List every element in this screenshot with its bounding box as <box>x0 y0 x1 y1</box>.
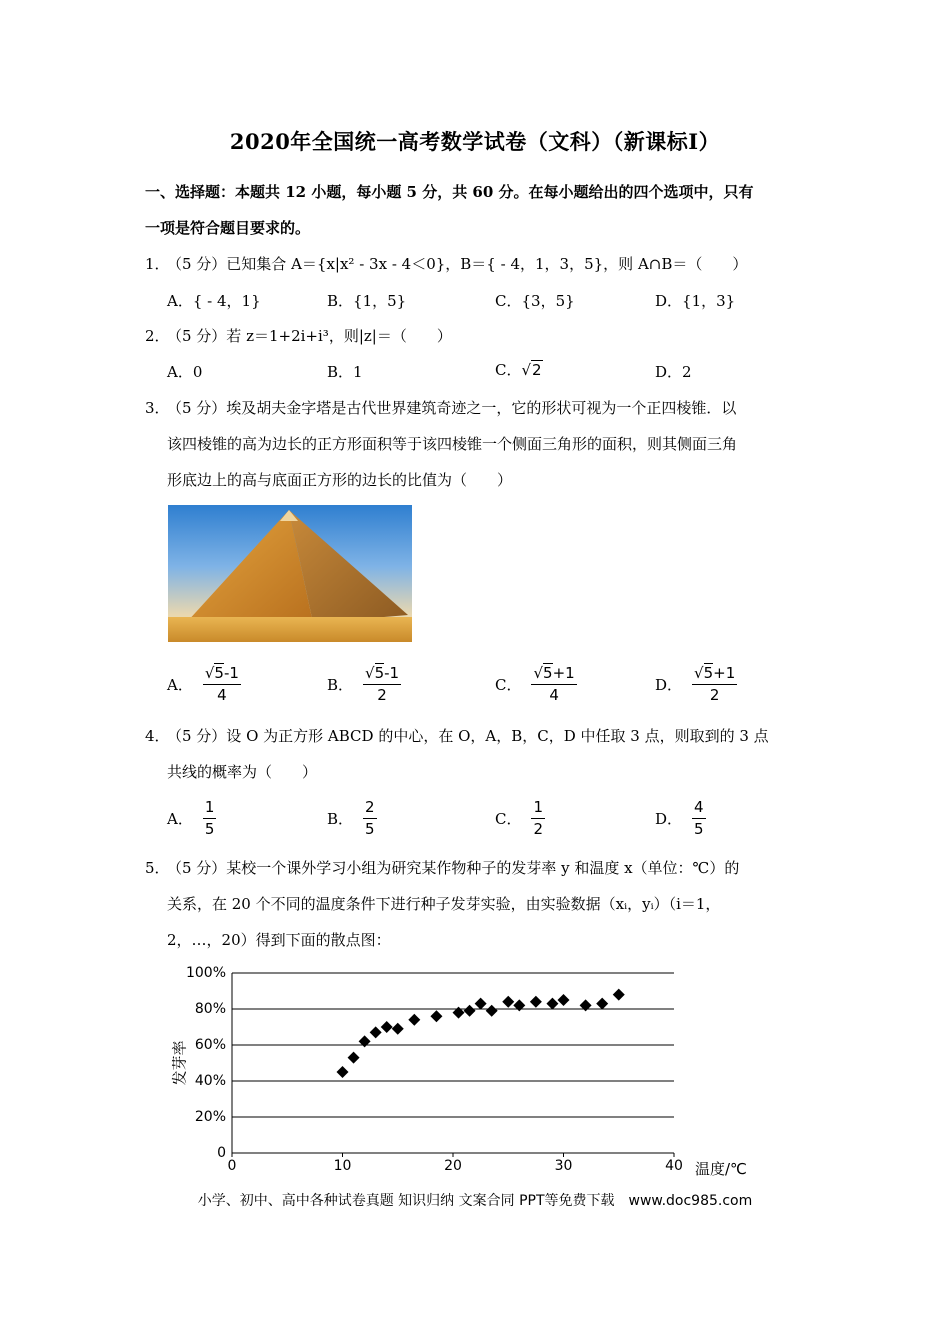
q4-option-d-denominator: 5 <box>694 820 704 838</box>
q2-option-c-sqrt: √2 <box>521 361 542 379</box>
q3-option-c-denominator: 4 <box>549 686 559 704</box>
scatter-point <box>580 999 592 1011</box>
scatter-point <box>337 1066 349 1078</box>
q4-option-a-denominator: 5 <box>204 820 215 838</box>
chart-y-axis-label: 发芽率 <box>170 1040 189 1086</box>
q3-option-a-denominator: 4 <box>217 686 227 704</box>
chart-x-ticks <box>228 1153 683 1174</box>
y-tick-label: 100% <box>185 965 226 981</box>
q2-option-c-label: C． <box>495 361 522 379</box>
question-3-line2: 该四棱锥的高为边长的正方形面积等于该四棱锥一个侧面三角形的面积，则其侧面三角 <box>167 435 738 453</box>
scatter-point <box>392 1023 404 1035</box>
question-2-text: （5 分）若 z＝1+2i+i³，则|z|＝（ ） <box>167 327 452 345</box>
scatter-point <box>596 998 608 1010</box>
q4-option-b <box>327 798 377 839</box>
q3-option-b-radicand: 5 <box>374 664 385 682</box>
q3-option-a-label: A． <box>167 675 193 694</box>
q4-option-a-label: A． <box>167 809 193 828</box>
scatter-point <box>408 1014 420 1026</box>
q1-option-a: A．{ - 4，1} <box>167 292 261 310</box>
q2-option-d: D．2 <box>655 363 692 381</box>
y-tick-label: 40% <box>194 1073 226 1089</box>
q4-option-d-numerator: 4 <box>692 798 706 819</box>
q4-option-b-label: B． <box>327 809 354 828</box>
scatter-point <box>486 1005 498 1017</box>
q4-option-c-fraction <box>531 798 545 839</box>
q4-option-a <box>167 798 216 839</box>
chart-y-ticks <box>186 965 226 1161</box>
scatter-point <box>502 996 514 1008</box>
scatter-point <box>430 1010 442 1022</box>
q4-option-a-numerator: 1 <box>203 798 217 819</box>
q1-option-c: C．{3，5} <box>495 292 575 310</box>
y-tick-label: 0 <box>217 1145 226 1161</box>
scatter-point <box>513 999 525 1011</box>
q4-option-b-numerator: 2 <box>363 798 377 819</box>
pyramid-photo <box>168 505 412 642</box>
footer-note: 小学、初中、高中各种试卷真题 知识归纳 文案合同 PPT等免费下载 www.doc985.com <box>197 1193 753 1209</box>
q4-option-c-numerator: 1 <box>531 798 545 819</box>
q3-option-a-tail: -1 <box>223 664 239 682</box>
q3-option-c-fraction <box>531 664 576 705</box>
question-1-text: （5 分）已知集合 A＝{x|x² - 3x - 4＜0}，B＝{ - 4，1，3，5}，则 A∩B＝（ ） <box>167 255 748 273</box>
scatter-point <box>453 1007 465 1019</box>
question-4-line1: （5 分）设 O 为正方形 ABCD 的中心，在 O，A，B，C，D 中任取 3 点，则取到的 3 点 <box>167 727 769 745</box>
exam-title: 2020年全国统一高考数学试卷（文科）（新课标Ⅰ） <box>229 129 721 154</box>
question-4-text <box>167 718 810 790</box>
q2-option-a: A．0 <box>167 363 203 381</box>
q3-option-d-denominator: 2 <box>709 686 720 704</box>
scatter-point <box>370 1026 382 1038</box>
scatter-point <box>381 1021 393 1033</box>
scatter-point <box>546 998 558 1010</box>
q1-option-d: D．{1，3} <box>655 292 736 310</box>
question-2-number: 2． <box>145 327 170 345</box>
y-tick-label: 80% <box>194 1001 226 1017</box>
q3-option-a <box>167 664 241 705</box>
q4-option-c-denominator: 2 <box>533 820 544 838</box>
q2-option-c-radicand: 2 <box>532 361 542 379</box>
question-3-line1: （5 分）埃及胡夫金字塔是古代世界建筑奇迹之一，它的形状可视为一个正四棱锥．以 <box>167 399 737 417</box>
x-tick-label: 40 <box>665 1158 683 1174</box>
q4-option-c <box>495 798 545 839</box>
question-5-line2: 关系，在 20 个不同的温度条件下进行种子发芽实验，由实验数据（xᵢ，yᵢ）（i＝1， <box>167 895 721 913</box>
x-tick-label: 30 <box>554 1158 573 1174</box>
q4-option-d-label: D． <box>655 809 683 828</box>
chart-grid <box>232 973 674 1117</box>
q3-option-c-tail: +1 <box>552 664 575 682</box>
section-heading-line1: 一、选择题：本题共 12 小题，每小题 5 分，共 60 分。在每小题给出的四个选项中，只有 <box>145 183 754 201</box>
q3-option-a-numerator: √5-1 <box>203 664 241 685</box>
x-tick-label: 20 <box>444 1158 462 1174</box>
section-heading <box>145 174 810 246</box>
germination-scatter-chart <box>160 958 810 1186</box>
y-tick-label: 20% <box>194 1109 226 1125</box>
x-tick-label: 0 <box>227 1158 237 1174</box>
q3-option-b-tail: -1 <box>384 664 400 682</box>
q1-option-b: B．{1，5} <box>327 292 407 310</box>
q3-option-a-fraction <box>203 664 241 705</box>
x-tick-label: 10 <box>333 1158 352 1174</box>
q3-option-c-radicand: 5 <box>543 664 553 682</box>
question-4-line2: 共线的概率为（ ） <box>167 763 318 781</box>
q3-option-d-fraction <box>692 664 737 705</box>
question-5-line3: 2，…，20）得到下面的散点图： <box>167 931 391 949</box>
question-4-number: 4． <box>145 727 170 745</box>
question-5-number: 5． <box>145 859 170 877</box>
question-5-text <box>167 850 810 958</box>
photo-sand <box>168 617 412 642</box>
scatter-point <box>359 1035 371 1047</box>
question-1-number: 1． <box>145 255 170 273</box>
scatter-point <box>475 998 487 1010</box>
q3-option-a-radicand: 5 <box>214 664 224 682</box>
q4-option-c-label: C． <box>495 809 522 828</box>
q3-option-d-label: D． <box>655 675 683 694</box>
chart-axes <box>232 973 674 1153</box>
scatter-point <box>464 1005 476 1017</box>
question-3-number: 3． <box>145 399 170 417</box>
scatter-point <box>530 996 542 1008</box>
section-heading-line2: 一项是符合题目要求的。 <box>145 219 311 237</box>
q3-option-d-radicand: 5 <box>703 664 714 682</box>
q3-option-b-fraction <box>363 664 401 705</box>
q3-option-b <box>327 664 401 705</box>
q3-option-d-numerator: √5+1 <box>692 664 737 685</box>
q3-option-d <box>655 664 737 705</box>
q2-option-c <box>495 360 543 380</box>
q3-option-c <box>495 664 577 705</box>
q4-option-d <box>655 798 706 839</box>
scatter-point <box>613 989 625 1001</box>
scatter-point <box>348 1052 360 1064</box>
q3-option-c-label: C． <box>495 675 522 694</box>
q3-option-c-numerator: √5+1 <box>531 664 576 685</box>
q2-option-b: B．1 <box>327 363 363 381</box>
chart-points <box>337 989 625 1078</box>
q3-option-d-tail: +1 <box>713 664 736 682</box>
question-3-line3: 形底边上的高与底面正方形的边长的比值为（ ） <box>167 471 513 489</box>
q4-option-b-denominator: 5 <box>365 820 375 838</box>
q4-option-d-fraction <box>692 798 706 839</box>
q3-option-b-label: B． <box>327 675 354 694</box>
scatter-point <box>558 994 570 1006</box>
q4-option-b-fraction <box>363 798 377 839</box>
y-tick-label: 60% <box>194 1037 226 1053</box>
chart-x-axis-label: 温度/℃ <box>695 1160 747 1178</box>
question-5-line1: （5 分）某校一个课外学习小组为研究某作物种子的发芽率 y 和温度 x（单位：℃）的 <box>167 859 740 877</box>
q3-option-b-numerator: √5-1 <box>363 664 401 685</box>
question-3-text <box>167 390 810 498</box>
q4-option-a-fraction <box>203 798 217 839</box>
q3-option-b-denominator: 2 <box>377 686 387 704</box>
